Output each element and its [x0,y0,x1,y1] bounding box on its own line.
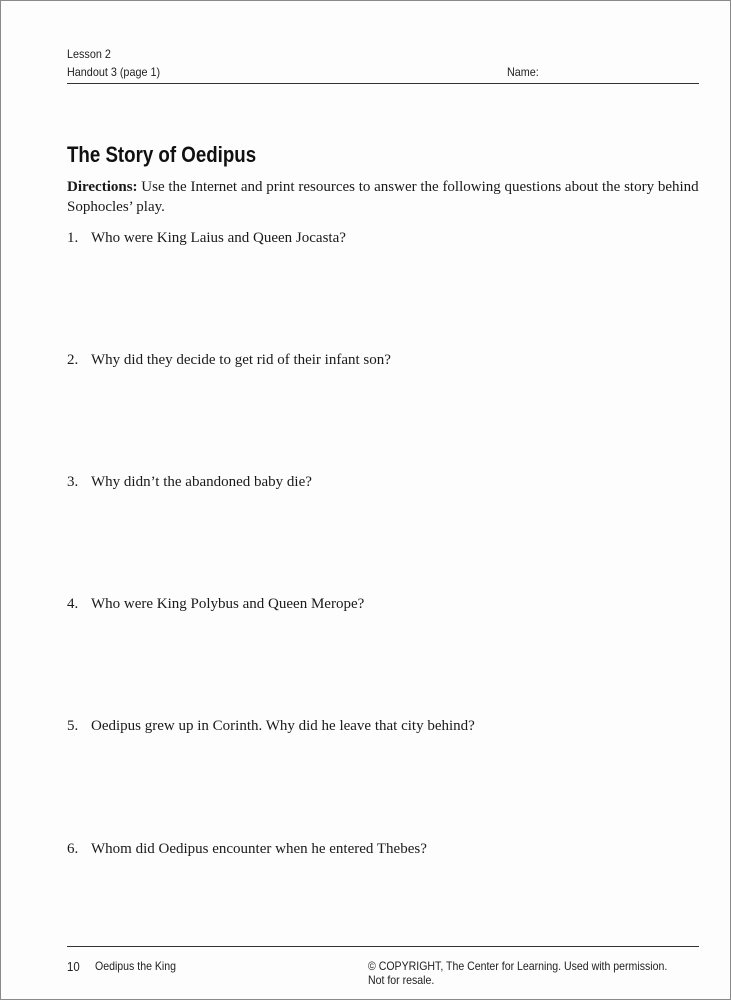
question-text: Who were King Polybus and Queen Merope? [91,596,365,612]
question-number: 1. [67,230,79,246]
question-3 [67,474,312,491]
question-6 [67,841,427,858]
question-1 [67,230,346,247]
question-text: Who were King Laius and Queen Jocasta? [91,230,346,246]
question-number: 6. [67,841,79,857]
directions-label: Directions: [67,179,138,195]
question-5 [67,718,475,735]
directions [67,177,707,217]
page-number: 10 [67,959,80,974]
book-title: Oedipus the King [95,959,177,973]
question-text: Whom did Oedipus encounter when he entered Thebes? [91,841,427,857]
question-text: Why did they decide to get rid of their infant son? [91,352,391,368]
question-number: 2. [67,352,79,368]
question-4 [67,596,364,613]
question-number: 3. [67,474,79,490]
header-rule [67,83,699,84]
name-label: Name: [507,65,539,79]
lesson-label: Lesson 2 [67,47,111,61]
directions-text: Use the Internet and print resources to answer the following questions about the story behind Sophocles’ play. [67,179,699,215]
question-text: Oedipus grew up in Corinth. Why did he leave that city behind? [91,718,475,734]
handout-label: Handout 3 (page 1) [67,65,161,79]
question-2 [67,352,391,369]
footer-rule [67,946,699,947]
copyright-notice: © COPYRIGHT, The Center for Learning. Used with permission. Not for resale. [368,959,668,987]
question-number: 4. [67,596,79,612]
question-text: Why didn’t the abandoned baby die? [91,474,312,490]
page-title: The Story of Oedipus [67,142,257,167]
question-number: 5. [67,718,79,734]
